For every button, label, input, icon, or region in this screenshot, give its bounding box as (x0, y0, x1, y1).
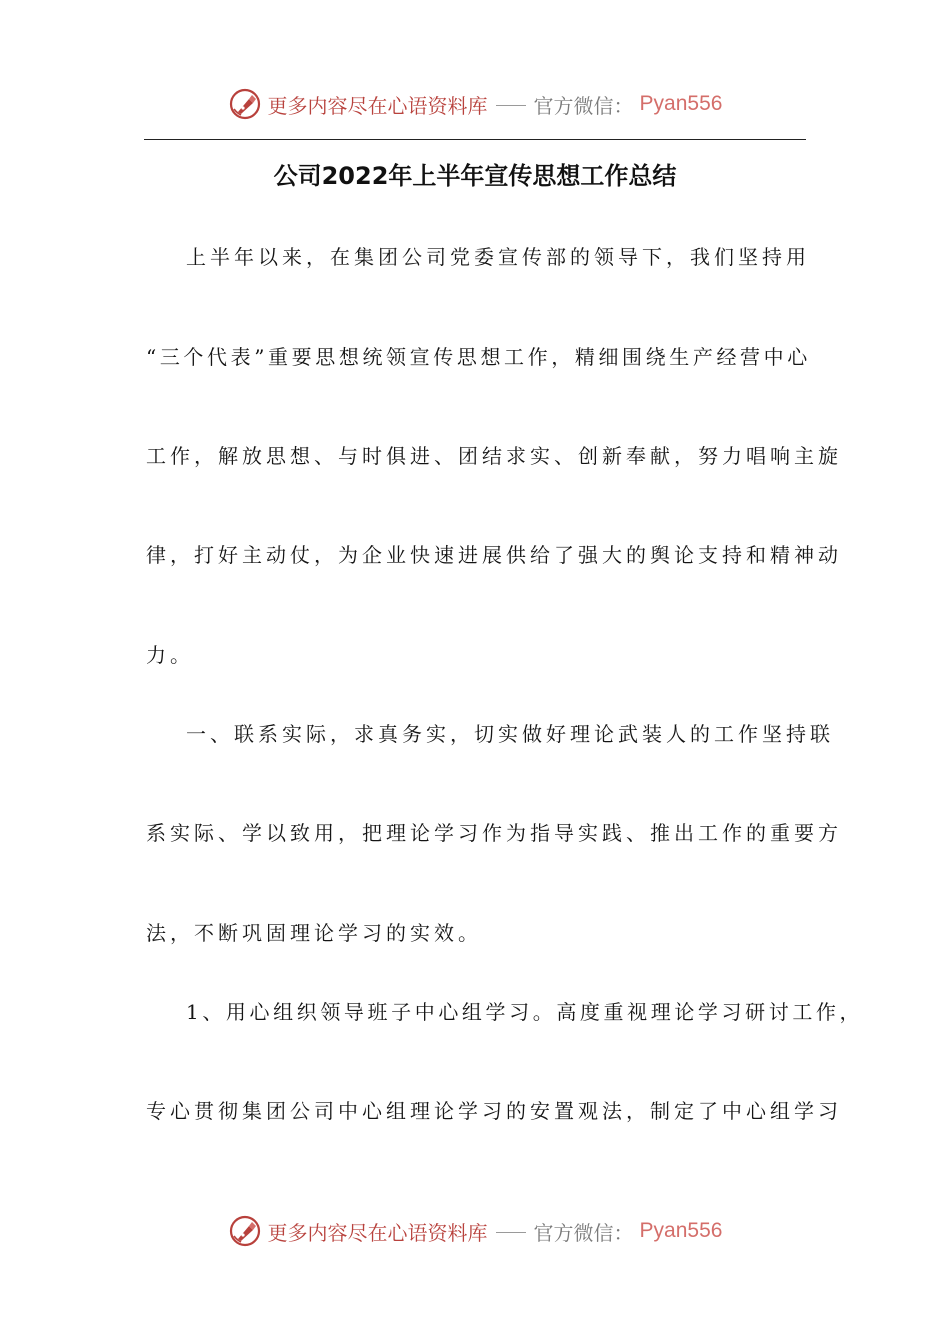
page-title: 公司2022年上半年宣传思想工作总结 (273, 162, 677, 190)
watermark-brand-text: 更多内容尽在心语资料库 (267, 1220, 488, 1245)
pen-nib-logo-icon (228, 1214, 262, 1248)
watermark-dash (496, 1232, 526, 1233)
header-divider (144, 139, 806, 140)
paragraph-line: 工作，解放思想、与时俱进、团结求实、创新奉献，努力唱响主旋 (146, 444, 842, 468)
paragraph-line: 律，打好主动仗，为企业快速进展供给了强大的舆论支持和精神动 (146, 543, 842, 567)
paragraph-line: “三个代表”重要思想统领宣传思想工作，精细围绕生产经营中心 (146, 345, 811, 369)
paragraph-line: 力。 (146, 643, 194, 667)
watermark-wechat-id: Pyan556 (639, 92, 723, 115)
watermark-wechat-label: 官方微信： (533, 1220, 634, 1245)
pen-nib-logo-icon (228, 87, 262, 121)
watermark-wechat-label: 官方微信： (533, 93, 634, 118)
paragraph-line: 法，不断巩固理论学习的实效。 (146, 921, 482, 945)
watermark-brand-text: 更多内容尽在心语资料库 (267, 93, 488, 118)
footer-watermark (0, 1213, 950, 1249)
paragraph-line: 上半年以来，在集团公司党委宣传部的领导下，我们坚持用 (186, 245, 810, 269)
watermark-dash (496, 105, 526, 106)
watermark-wechat-id: Pyan556 (639, 1219, 723, 1242)
section-heading-line: 一、联系实际，求真务实，切实做好理论武装人的工作坚持联 (186, 722, 834, 746)
header-watermark (0, 86, 950, 122)
paragraph-line: 系实际、学以致用，把理论学习作为指导实践、推出工作的重要方 (146, 821, 842, 845)
paragraph-line: 1、用心组织领导班子中心组学习。高度重视理论学习研讨工作， (186, 1000, 864, 1024)
paragraph-line: 专心贯彻集团公司中心组理论学习的安置观法，制定了中心组学习 (146, 1099, 842, 1123)
